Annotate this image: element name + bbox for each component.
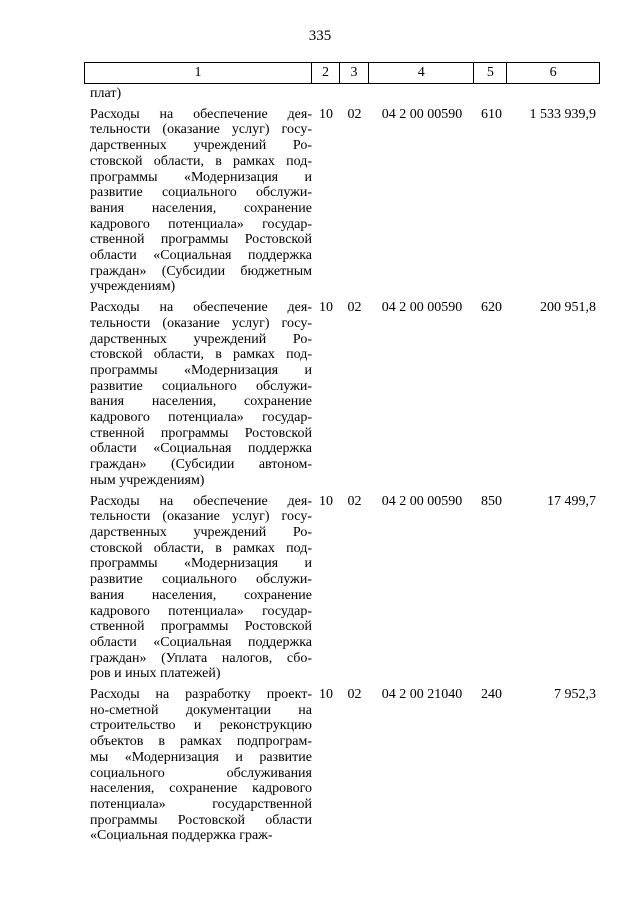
table-body xyxy=(84,86,600,844)
description-line: Расходы на обеспечение дея- xyxy=(90,493,312,509)
description-line: дарственных учреждений Ро- xyxy=(90,524,312,540)
description-line: вания населения, сохранение xyxy=(90,394,312,410)
description-line: стовской области, в рамках под- xyxy=(90,347,312,363)
row-description xyxy=(84,107,312,295)
section-code: 10 xyxy=(319,300,333,316)
description-line: граждан» (Уплата налогов, сбо- xyxy=(90,650,312,666)
target-article-code: 04 2 00 00590 xyxy=(381,106,463,122)
description-line: развитие социального обслужи- xyxy=(90,572,312,588)
description-line: ным учреждениям) xyxy=(90,472,205,488)
row-description xyxy=(84,494,312,682)
subsection-code: 02 xyxy=(347,300,362,316)
description-line: дарственных учреждений Ро- xyxy=(90,138,312,154)
table-row xyxy=(84,300,600,488)
table-header xyxy=(84,62,600,84)
header-col-2: 2 xyxy=(312,63,340,83)
description-line: граждан» (Субсидии автоном- xyxy=(90,457,312,473)
description-line: граждан» (Субсидии бюджетным xyxy=(90,263,312,279)
header-col-3: 3 xyxy=(340,63,369,83)
description-line: потенциала» государственной xyxy=(90,796,312,812)
description-line: населения, сохранение кадрового xyxy=(90,781,312,797)
header-col-4: 4 xyxy=(369,63,475,83)
description-line: объектов в рамках подпрограм- xyxy=(90,734,312,750)
description-line: программы «Модернизация и xyxy=(90,362,312,378)
description-line: стовской области, в рамках под- xyxy=(90,153,312,169)
target-article-code: 04 2 00 21040 xyxy=(381,687,463,703)
description-line: тельности (оказание услуг) госу- xyxy=(90,315,312,331)
row-description xyxy=(84,687,312,844)
description-line: тельности (оказание услуг) госу- xyxy=(90,122,312,138)
description-line: развитие социального обслужи- xyxy=(90,378,312,394)
description-line: но-сметной документации на xyxy=(90,702,312,718)
amount: 7 952,3 xyxy=(554,687,596,703)
description-line: кадрового потенциала» государ- xyxy=(90,216,312,232)
section-code: 10 xyxy=(319,106,333,122)
amount: 200 951,8 xyxy=(540,300,596,316)
row-description xyxy=(84,300,312,488)
description-line: Расходы на обеспечение дея- xyxy=(90,106,312,122)
table-row xyxy=(84,687,600,844)
description-line: стовской области, в рамках под- xyxy=(90,540,312,556)
description-line: области «Социальная поддержка xyxy=(90,441,312,457)
description-line: ственной программы Ростовской xyxy=(90,619,312,635)
header-col-1: 1 xyxy=(85,63,312,83)
amount: 17 499,7 xyxy=(547,493,596,509)
description-line: ственной программы Ростовской xyxy=(90,232,312,248)
description-line: программы «Модернизация и xyxy=(90,556,312,572)
expense-type-code: 610 xyxy=(481,106,502,122)
target-article-code: 04 2 00 00590 xyxy=(381,493,463,509)
table-row xyxy=(84,107,600,295)
description-line: программы Ростовской области xyxy=(90,812,312,828)
table-row xyxy=(84,494,600,682)
continuation-text: плат) xyxy=(90,86,122,101)
page-number: 335 xyxy=(308,28,332,44)
target-article-code: 04 2 00 00590 xyxy=(381,300,463,316)
section-code: 10 xyxy=(319,493,333,509)
expense-type-code: 850 xyxy=(481,493,502,509)
description-line: «Социальная поддержка граж- xyxy=(90,828,273,844)
description-line: области «Социальная поддержка xyxy=(90,248,312,264)
header-col-6: 6 xyxy=(549,65,557,80)
description-line: вания населения, сохранение xyxy=(90,200,312,216)
table-rows xyxy=(84,107,600,844)
description-line: области «Социальная поддержка xyxy=(90,634,312,650)
description-line: тельности (оказание услуг) госу- xyxy=(90,509,312,525)
amount: 1 533 939,9 xyxy=(529,106,596,122)
description-line: ров и иных платежей) xyxy=(90,666,221,682)
description-line: учреждениям) xyxy=(90,279,176,295)
description-line: мы «Модернизация и развитие xyxy=(90,749,312,765)
description-line: Расходы на разработку проект- xyxy=(90,687,312,703)
description-line: Расходы на обеспечение дея- xyxy=(90,300,312,316)
expense-type-code: 240 xyxy=(481,687,502,703)
description-line: кадрового потенциала» государ- xyxy=(90,603,312,619)
subsection-code: 02 xyxy=(347,687,362,703)
description-line: дарственных учреждений Ро- xyxy=(90,331,312,347)
subsection-code: 02 xyxy=(347,106,362,122)
description-line: вания населения, сохранение xyxy=(90,587,312,603)
description-line: социального обслуживания xyxy=(90,765,312,781)
subsection-code: 02 xyxy=(347,493,362,509)
header-col-5: 5 xyxy=(474,63,507,83)
expense-type-code: 620 xyxy=(481,300,502,316)
description-line: программы «Модернизация и xyxy=(90,169,312,185)
section-code: 10 xyxy=(319,687,333,703)
description-line: строительство и реконструкцию xyxy=(90,718,312,734)
description-line: развитие социального обслужи- xyxy=(90,185,312,201)
description-line: кадрового потенциала» государ- xyxy=(90,410,312,426)
description-line: ственной программы Ростовской xyxy=(90,425,312,441)
